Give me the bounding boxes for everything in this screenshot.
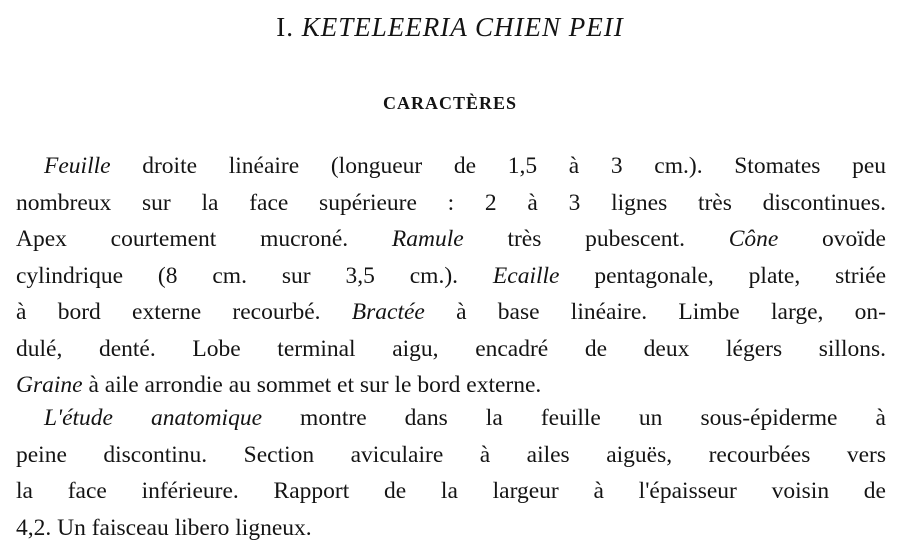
text-line: dulé, denté. Lobe terminal aigu, encadré de deux légers sillons. [16,335,886,362]
section-heading: CARACTÈRES [382,93,518,113]
paragraph-anatomy [16,400,886,546]
text-line: peine discontinu. Section aviculaire à ailes aiguës, recourbées vers [16,441,886,468]
text-line: Graine à aile arrondie au sommet et sur le bord externe. [16,372,542,398]
text-line: L'étude anatomique montre dans la feuille un sous-épiderme à [44,405,886,431]
text-line: Feuille droite linéaire (longueur de 1,5 à 3 cm.). Stomates peu [44,153,886,179]
page-title [0,12,900,43]
text-line: la face inférieure. Rapport de la largeur à l'épaisseur voisin de [16,478,886,504]
text-line: 4,2. Un faisceau libero ligneux. [16,514,312,541]
text-line: Apex courtement mucroné. Ramule très pubescent. Cône ovoïde [16,226,886,252]
paragraph-characteristics [16,148,886,404]
text-line: nombreux sur la face supérieure : 2 à 3 lignes très discontinues. [16,189,886,216]
title-number: I. [276,12,295,42]
text-line: cylindrique (8 cm. sur 3,5 cm.). Ecaille pentagonale, plate, striée [16,262,886,289]
text-line: à bord externe recourbé. Bractée à base linéaire. Limbe large, on- [16,299,886,325]
title-species-name: KETELEERIA CHIEN PEII [301,12,624,42]
